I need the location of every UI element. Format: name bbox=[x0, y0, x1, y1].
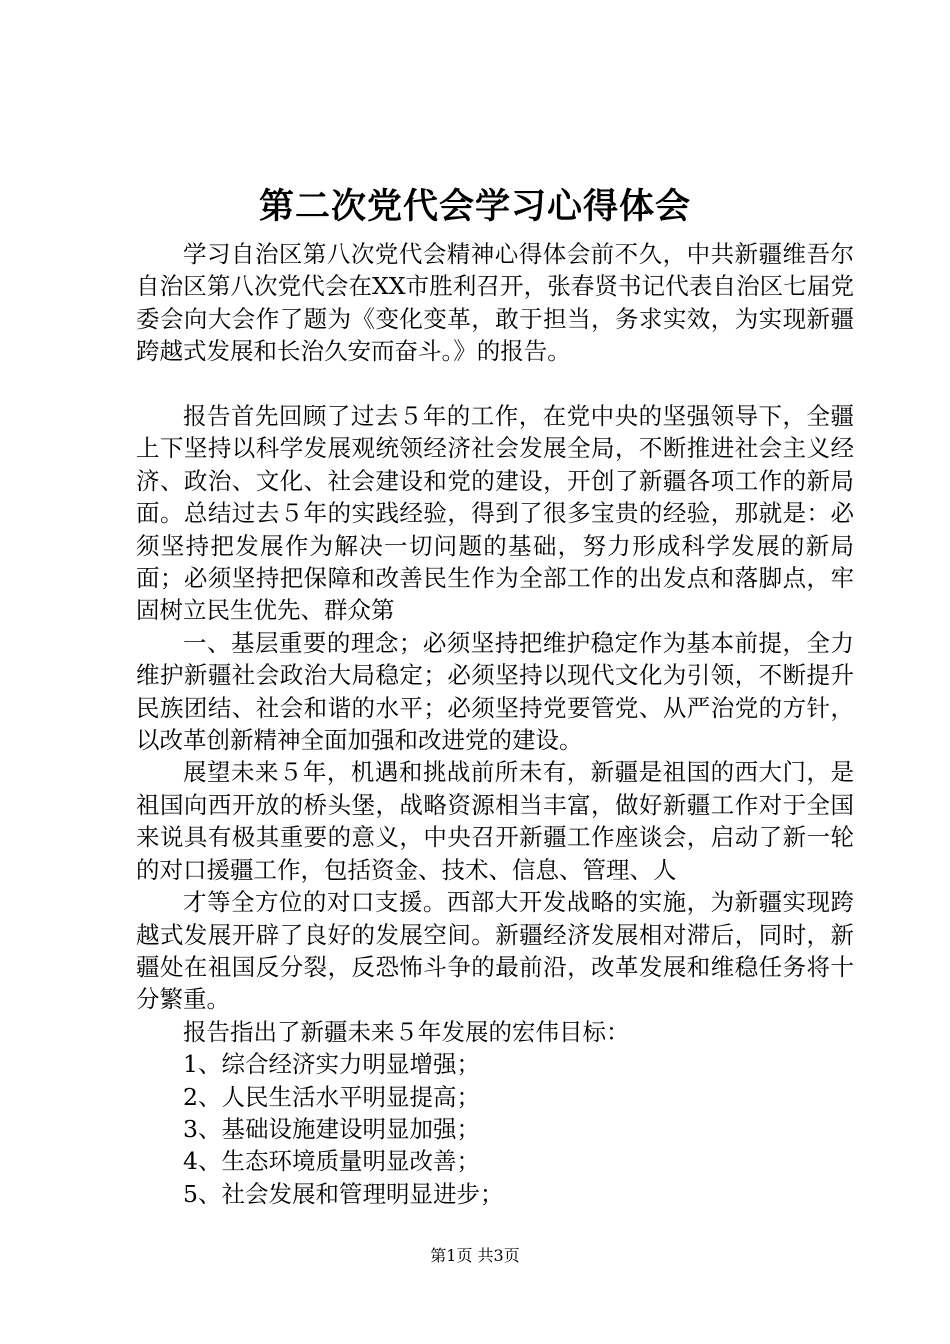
document-body bbox=[136, 238, 854, 1210]
list-item: 5、社会发展和管理明显进步； bbox=[183, 1179, 504, 1208]
paragraph-goals-intro: 报告指出了新疆未来５年发展的宏伟目标： bbox=[183, 1017, 630, 1046]
document-title: 第二次党代会学习心得体会 bbox=[258, 186, 691, 227]
list-item: 4、生态环境质量明显改善； bbox=[183, 1147, 480, 1176]
paragraph-outlook: 展望未来５年，机遇和挑战前所未有，新疆是祖国的西大门，是祖国向西开放的桥头堡，战略资源相当丰富，做好新疆工作对于全国来说具有极其重要的意义，中央召开新疆工作座谈会，启动了新一轮的对口援疆工作，包括资金、技术、信息、管理、人 bbox=[136, 758, 854, 884]
paragraph-intro: 学习自治区第八次党代会精神心得体会前不久，中共新疆维吾尔自治区第八次党代会在XX市胜利召开，张春贤书记代表自治区七届党委会向大会作了题为《变化变革，敢于担当，务求实效，为实现新疆跨越式发展和长治久安而奋斗。》的报告。 bbox=[136, 240, 854, 366]
list-item: 3、基础设施建设明显加强； bbox=[183, 1114, 480, 1143]
page-footer: 第1页 共3页 bbox=[430, 1246, 520, 1265]
paragraph-support: 才等全方位的对口支援。西部大开发战略的实施，为新疆实现跨越式发展开辟了良好的发展空间。新疆经济发展相对滞后，同时，新疆处在祖国反分裂，反恐怖斗争的最前沿，改革发展和维稳任务将十分繁重。 bbox=[136, 888, 854, 1014]
list-item: 2、人民生活水平明显提高； bbox=[183, 1082, 480, 1111]
paragraph-review: 报告首先回顾了过去５年的工作，在党中央的坚强领导下，全疆上下坚持以科学发展观统领经济社会发展全局，不断推进社会主义经济、政治、文化、社会建设和党的建设，开创了新疆各项工作的新局面。总结过去５年的实践经验，得到了很多宝贵的经验，那就是：必须坚持把发展作为解决一切问题的基础，努力形成科学发展的新局面；必须坚持把保障和改善民生作为全部工作的出发点和落脚点，牢固树立民生优先、群众第 bbox=[136, 402, 854, 625]
list-item: 1、综合经济实力明显增强； bbox=[183, 1050, 480, 1079]
paragraph-principles: 一、基层重要的理念；必须坚持把维护稳定作为基本前提，全力维护新疆社会政治大局稳定；必须坚持以现代文化为引领，不断提升民族团结、社会和谐的水平；必须坚持党要管党、从严治党的方针，以改革创新精神全面加强和改进党的建设。 bbox=[136, 628, 854, 755]
